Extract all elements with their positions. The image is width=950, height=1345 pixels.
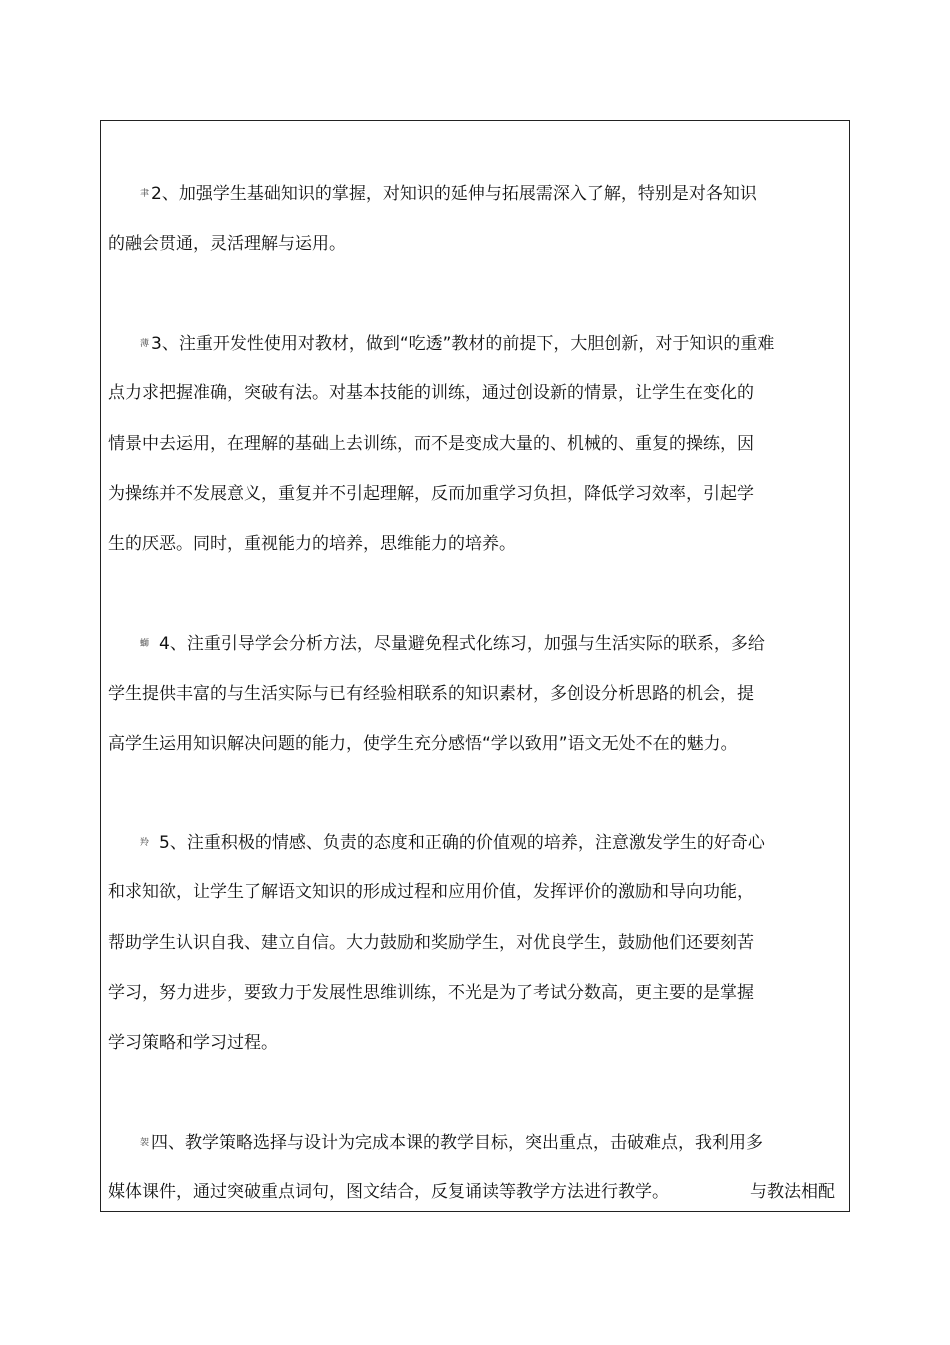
paragraph-2-line-2: 的融会贯通，灵活理解与运用。: [108, 234, 346, 254]
paragraph-3-line-5: 生的厌恶。同时，重视能力的培养，思维能力的培养。: [108, 534, 516, 554]
paragraph-marker: 螄: [140, 639, 150, 649]
paragraph-5-line-4: 学习，努力进步，要致力于发展性思维训练，不光是为了考试分数高，更主要的是掌握: [108, 983, 754, 1003]
paragraph-3-line-2: 点力求把握准确，突破有法。对基本技能的训练，通过创设新的情景，让学生在变化的: [108, 383, 754, 403]
paragraph-3-line-3: 情景中去运用，在理解的基础上去训练，而不是变成大量的、机械的、重复的操练，因: [108, 434, 754, 454]
paragraph-marker: 薄: [140, 339, 150, 349]
paragraph-3-line-4: 为操练并不发展意义，重复并不引起理解，反而加重学习负担，降低学习效率，引起学: [108, 484, 754, 504]
paragraph-marker: 袈: [140, 1138, 150, 1148]
paragraph-4-line-3: 高学生运用知识解决问题的能力，使学生充分感悟“学以致用”语文无处不在的魅力。: [108, 734, 738, 754]
paragraph-5-line-5: 学习策略和学习过程。: [108, 1033, 278, 1053]
section-4-line-2: 媒体课件，通过突破重点词句，图文结合，反复诵读等教学方法进行教学。: [108, 1182, 669, 1202]
paragraph-5-line-2: 和求知欲，让学生了解语文知识的形成过程和应用价值，发挥评价的激励和导向功能，: [108, 882, 754, 902]
paragraph-4-line-1: 4、注重引导学会分析方法，尽量避免程式化练习，加强与生活实际的联系，多给: [159, 634, 765, 654]
section-4-trailing-text: 与教法相配: [750, 1182, 835, 1202]
paragraph-marker: 聿: [140, 189, 150, 199]
paragraph-5-line-1: 5、注重积极的情感、负责的态度和正确的价值观的培养，注意激发学生的好奇心: [159, 833, 765, 853]
paragraph-5-line-3: 帮助学生认识自我、建立自信。大力鼓励和奖励学生，对优良学生，鼓励他们还要刻苦: [108, 933, 754, 953]
paragraph-4-line-2: 学生提供丰富的与生活实际与已有经验相联系的知识素材，多创设分析思路的机会，提: [108, 684, 754, 704]
paragraph-marker: 羚: [140, 838, 150, 848]
paragraph-3-line-1: 3、注重开发性使用对教材，做到“吃透”教材的前提下，大胆创新，对于知识的重难: [151, 334, 775, 354]
section-4-line-1: 四、教学策略选择与设计为完成本课的教学目标，突出重点，击破难点，我利用多: [151, 1133, 763, 1153]
paragraph-2-line-1: 2、加强学生基础知识的掌握，对知识的延伸与拓展需深入了解，特别是对各知识: [151, 184, 757, 204]
